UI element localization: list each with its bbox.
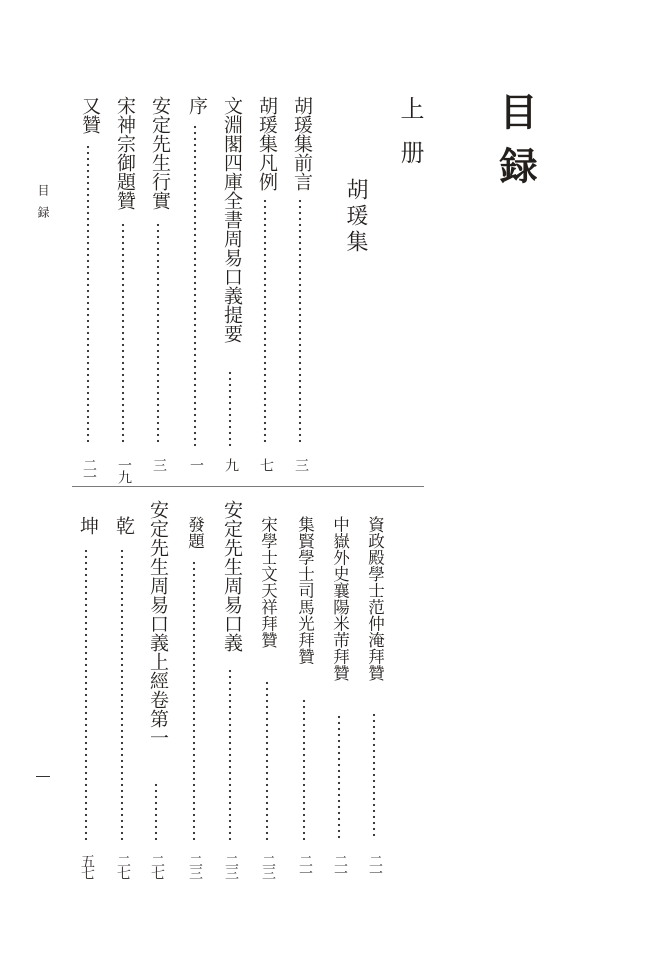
leader-dots [228, 668, 232, 840]
entry-title: 安定先生行實 [149, 96, 171, 210]
entry-title: 安定先生周易口義 [221, 500, 243, 652]
entry-page: 九 [223, 458, 239, 470]
entry-title: 坤 [77, 516, 99, 535]
folio-number [36, 776, 50, 777]
entry-page: 二三 [187, 854, 203, 878]
entry-title: 發題 [185, 516, 205, 549]
entry-title: 宋學士文天祥拜贊 [258, 516, 278, 648]
entry-title: 文淵閣四庫全書周易口義提要 [221, 96, 243, 343]
entry-title: 集賢學士司馬光拜贊 [295, 516, 315, 665]
leader-dots [228, 370, 232, 446]
entry-page: 二一 [297, 854, 313, 878]
book-title: 胡瑗集 [343, 178, 368, 256]
leader-dots [86, 144, 90, 446]
entry-page: 二三 [223, 854, 239, 878]
entry-title: 宋神宗御題贊 [114, 96, 136, 210]
volume-label: 上册 [396, 96, 424, 184]
entry-page: 二一 [81, 458, 97, 482]
leader-dots [192, 560, 196, 840]
leader-dots [298, 198, 302, 446]
entry-title: 胡瑗集前言 [291, 96, 313, 191]
leader-dots [84, 548, 88, 840]
leader-dots [302, 698, 306, 840]
running-header: 目録 [36, 184, 50, 228]
entry-page: 一 [188, 458, 204, 470]
entry-page: 二三 [260, 854, 276, 878]
leader-dots [263, 198, 267, 446]
entry-page: 五七 [79, 854, 95, 878]
entry-page: 二一 [332, 854, 348, 878]
page-heading: 目録 [493, 92, 538, 200]
leader-dots [372, 712, 376, 840]
entry-title: 乾 [113, 516, 135, 535]
entry-title: 胡瑗集凡例 [256, 96, 278, 191]
entry-title: 中嶽外史襄陽米芾拜贊 [330, 516, 350, 681]
entry-page: 三 [151, 458, 167, 470]
entry-title: 資政殿學士范仲淹拜贊 [365, 516, 385, 681]
entry-page: 七 [258, 458, 274, 470]
entry-page: 一九 [116, 458, 132, 482]
entry-title: 又贊 [79, 96, 101, 134]
section-divider [72, 486, 424, 487]
entry-title: 安定先生周易口義上經卷第一 [147, 500, 169, 747]
leader-dots [120, 548, 124, 840]
leader-dots [265, 680, 269, 840]
leader-dots [193, 124, 197, 446]
entry-page: 二七 [149, 854, 165, 878]
entry-page: 三 [293, 458, 309, 470]
leader-dots [156, 222, 160, 446]
entry-page: 二一 [367, 854, 383, 878]
entry-page: 二七 [115, 854, 131, 878]
entry-title: 序 [186, 96, 208, 115]
leader-dots [121, 222, 125, 446]
leader-dots [154, 782, 158, 840]
leader-dots [337, 714, 341, 840]
